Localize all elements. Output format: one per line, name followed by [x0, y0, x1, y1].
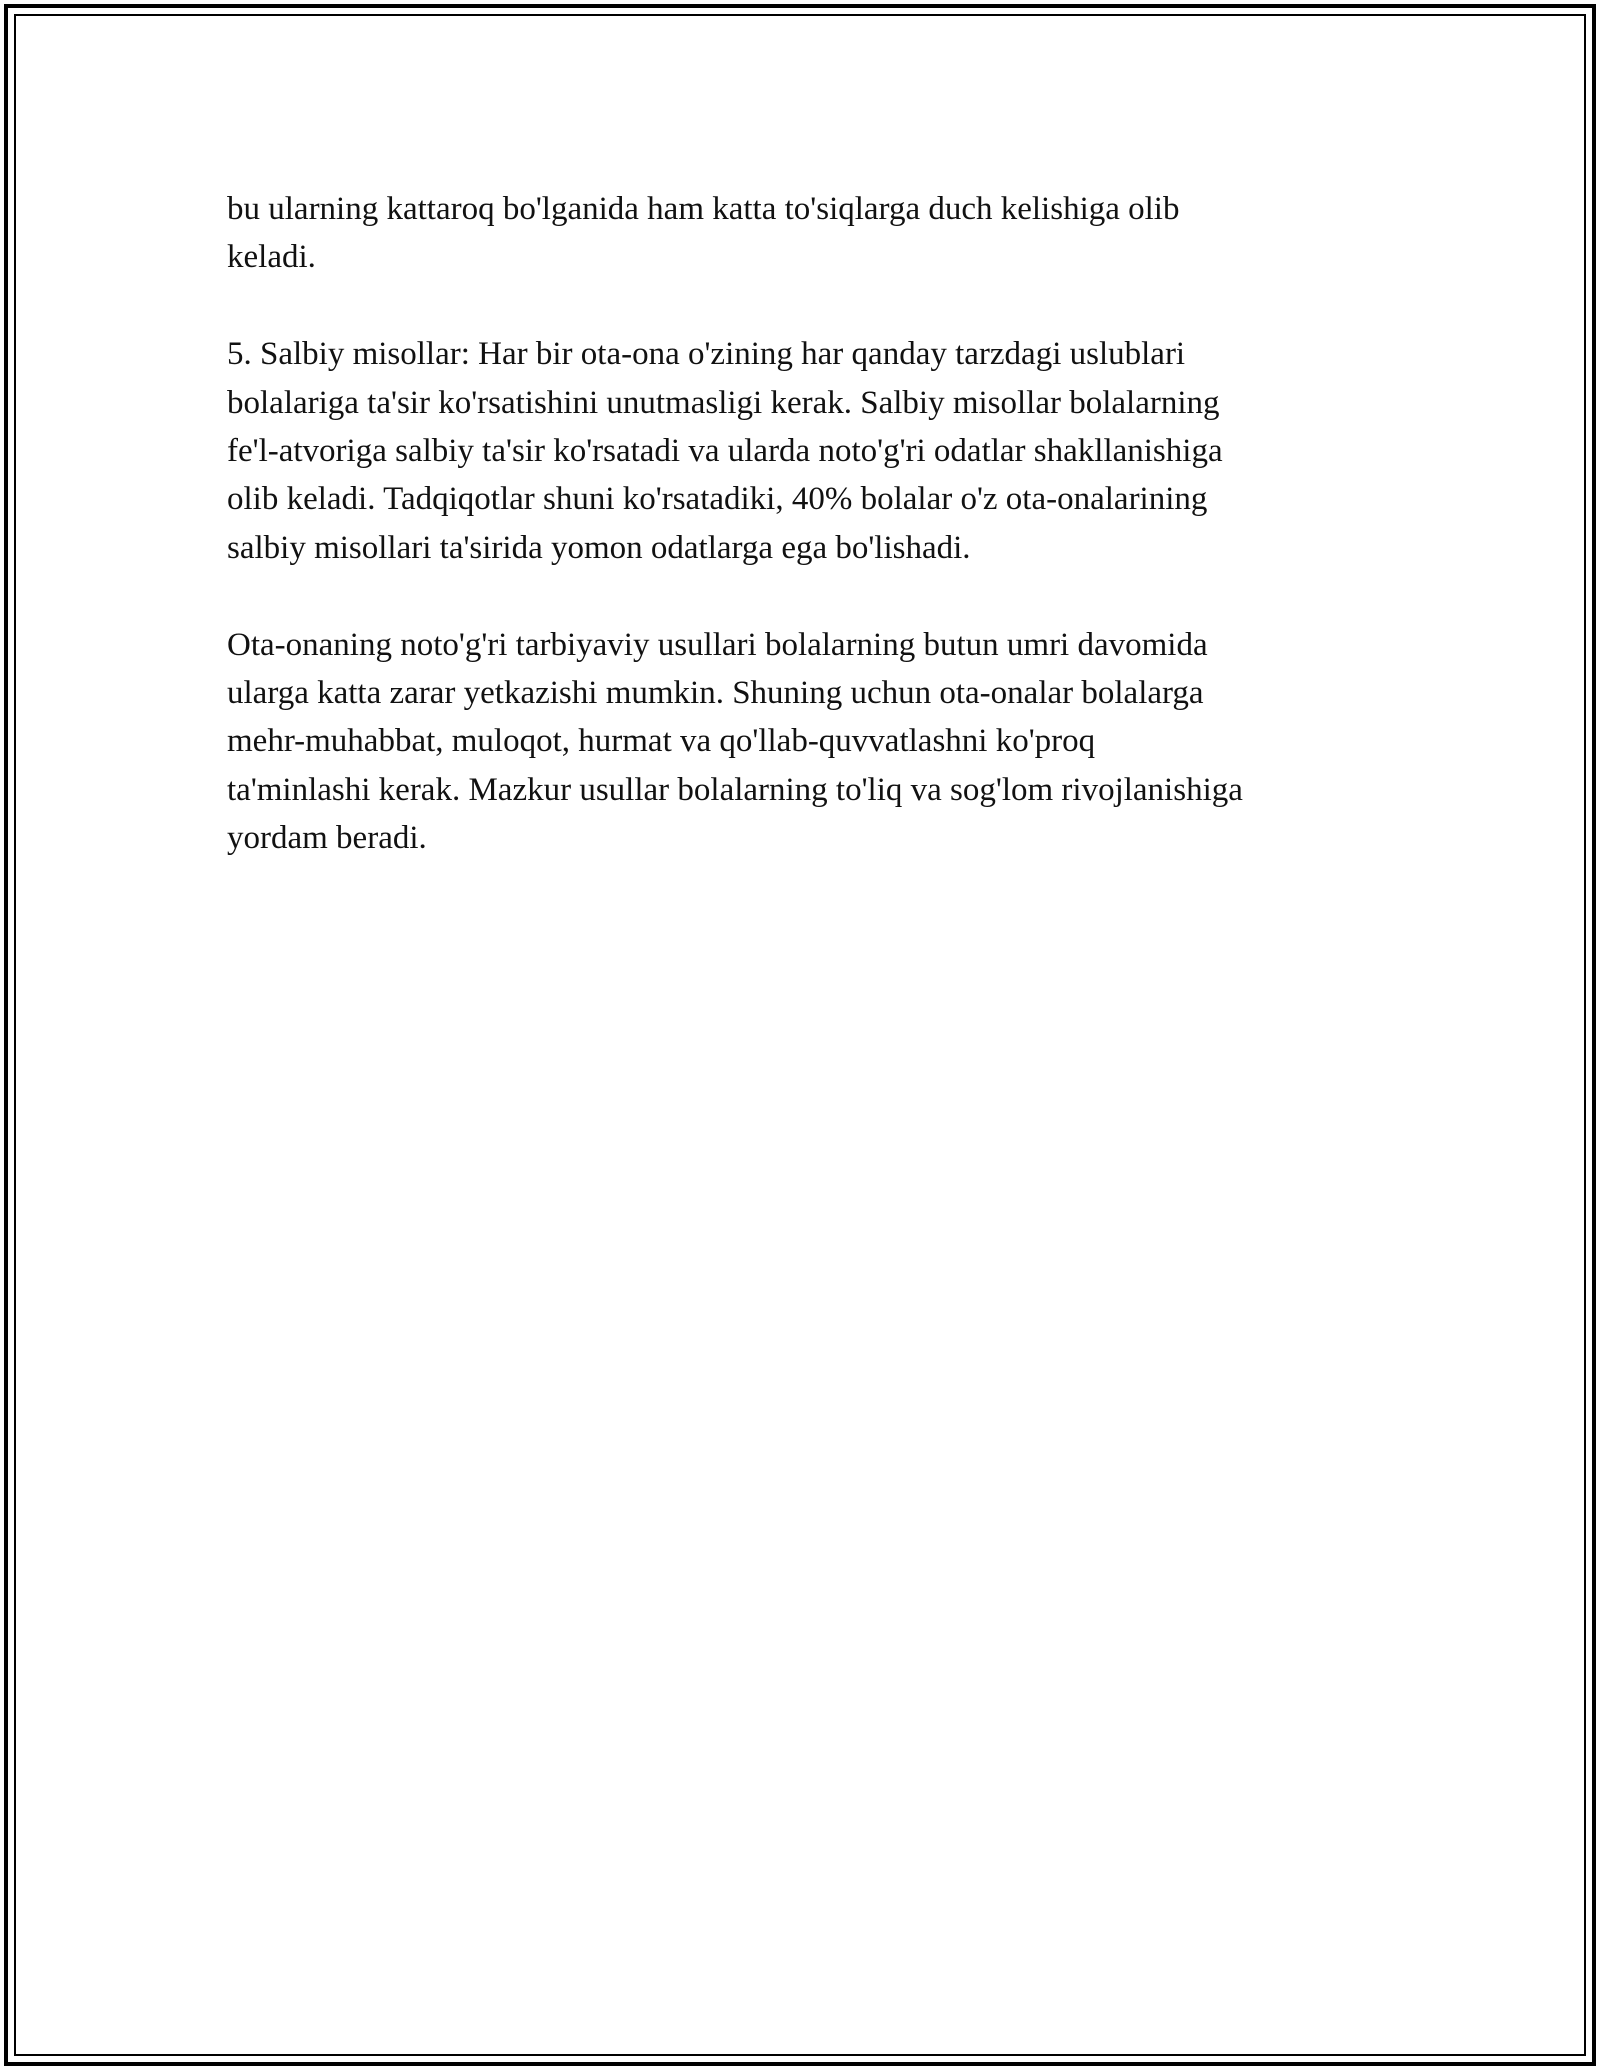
- paragraph-conclusion: Ota-onaning noto'g'ri tarbiyaviy usullari bolalarning butun umri davomida ularga katta zarar yetkazishi mumkin. Shuning uchun ota-onalar bolalarga mehr-muhabbat, muloqot, hurmat va qo'llab-quvvatlashni ko'proq ta'minlashi kerak. Mazkur usullar bolalarning to'liq va sog'lom rivojlanishiga yordam beradi.: [227, 626, 1243, 857]
- paragraph-continuation: bu ularning kattaroq bo'lganida ham katta to'siqlarga duch kelishiga olib keladi.: [227, 191, 1180, 276]
- paragraph-negative-examples: 5. Salbiy misollar: Har bir ota-ona o'zining har qanday tarzdagi uslublari bolalariga ta'sir ko'rsatishini unutmasligi kerak. Salbiy misollar bolalarning fe'l-atvoriga salbiy ta'sir ko'rsatadi va ularda noto'g'ri odatlar shakllanishiga olib keladi. Tadqiqotlar shuni ko'rsatadiki, 40% bolalar o'z ota-onalarining salbiy misollari ta'sirida yomon odatlarga ega bo'lishadi.: [227, 336, 1223, 566]
- document-body: [227, 185, 1397, 911]
